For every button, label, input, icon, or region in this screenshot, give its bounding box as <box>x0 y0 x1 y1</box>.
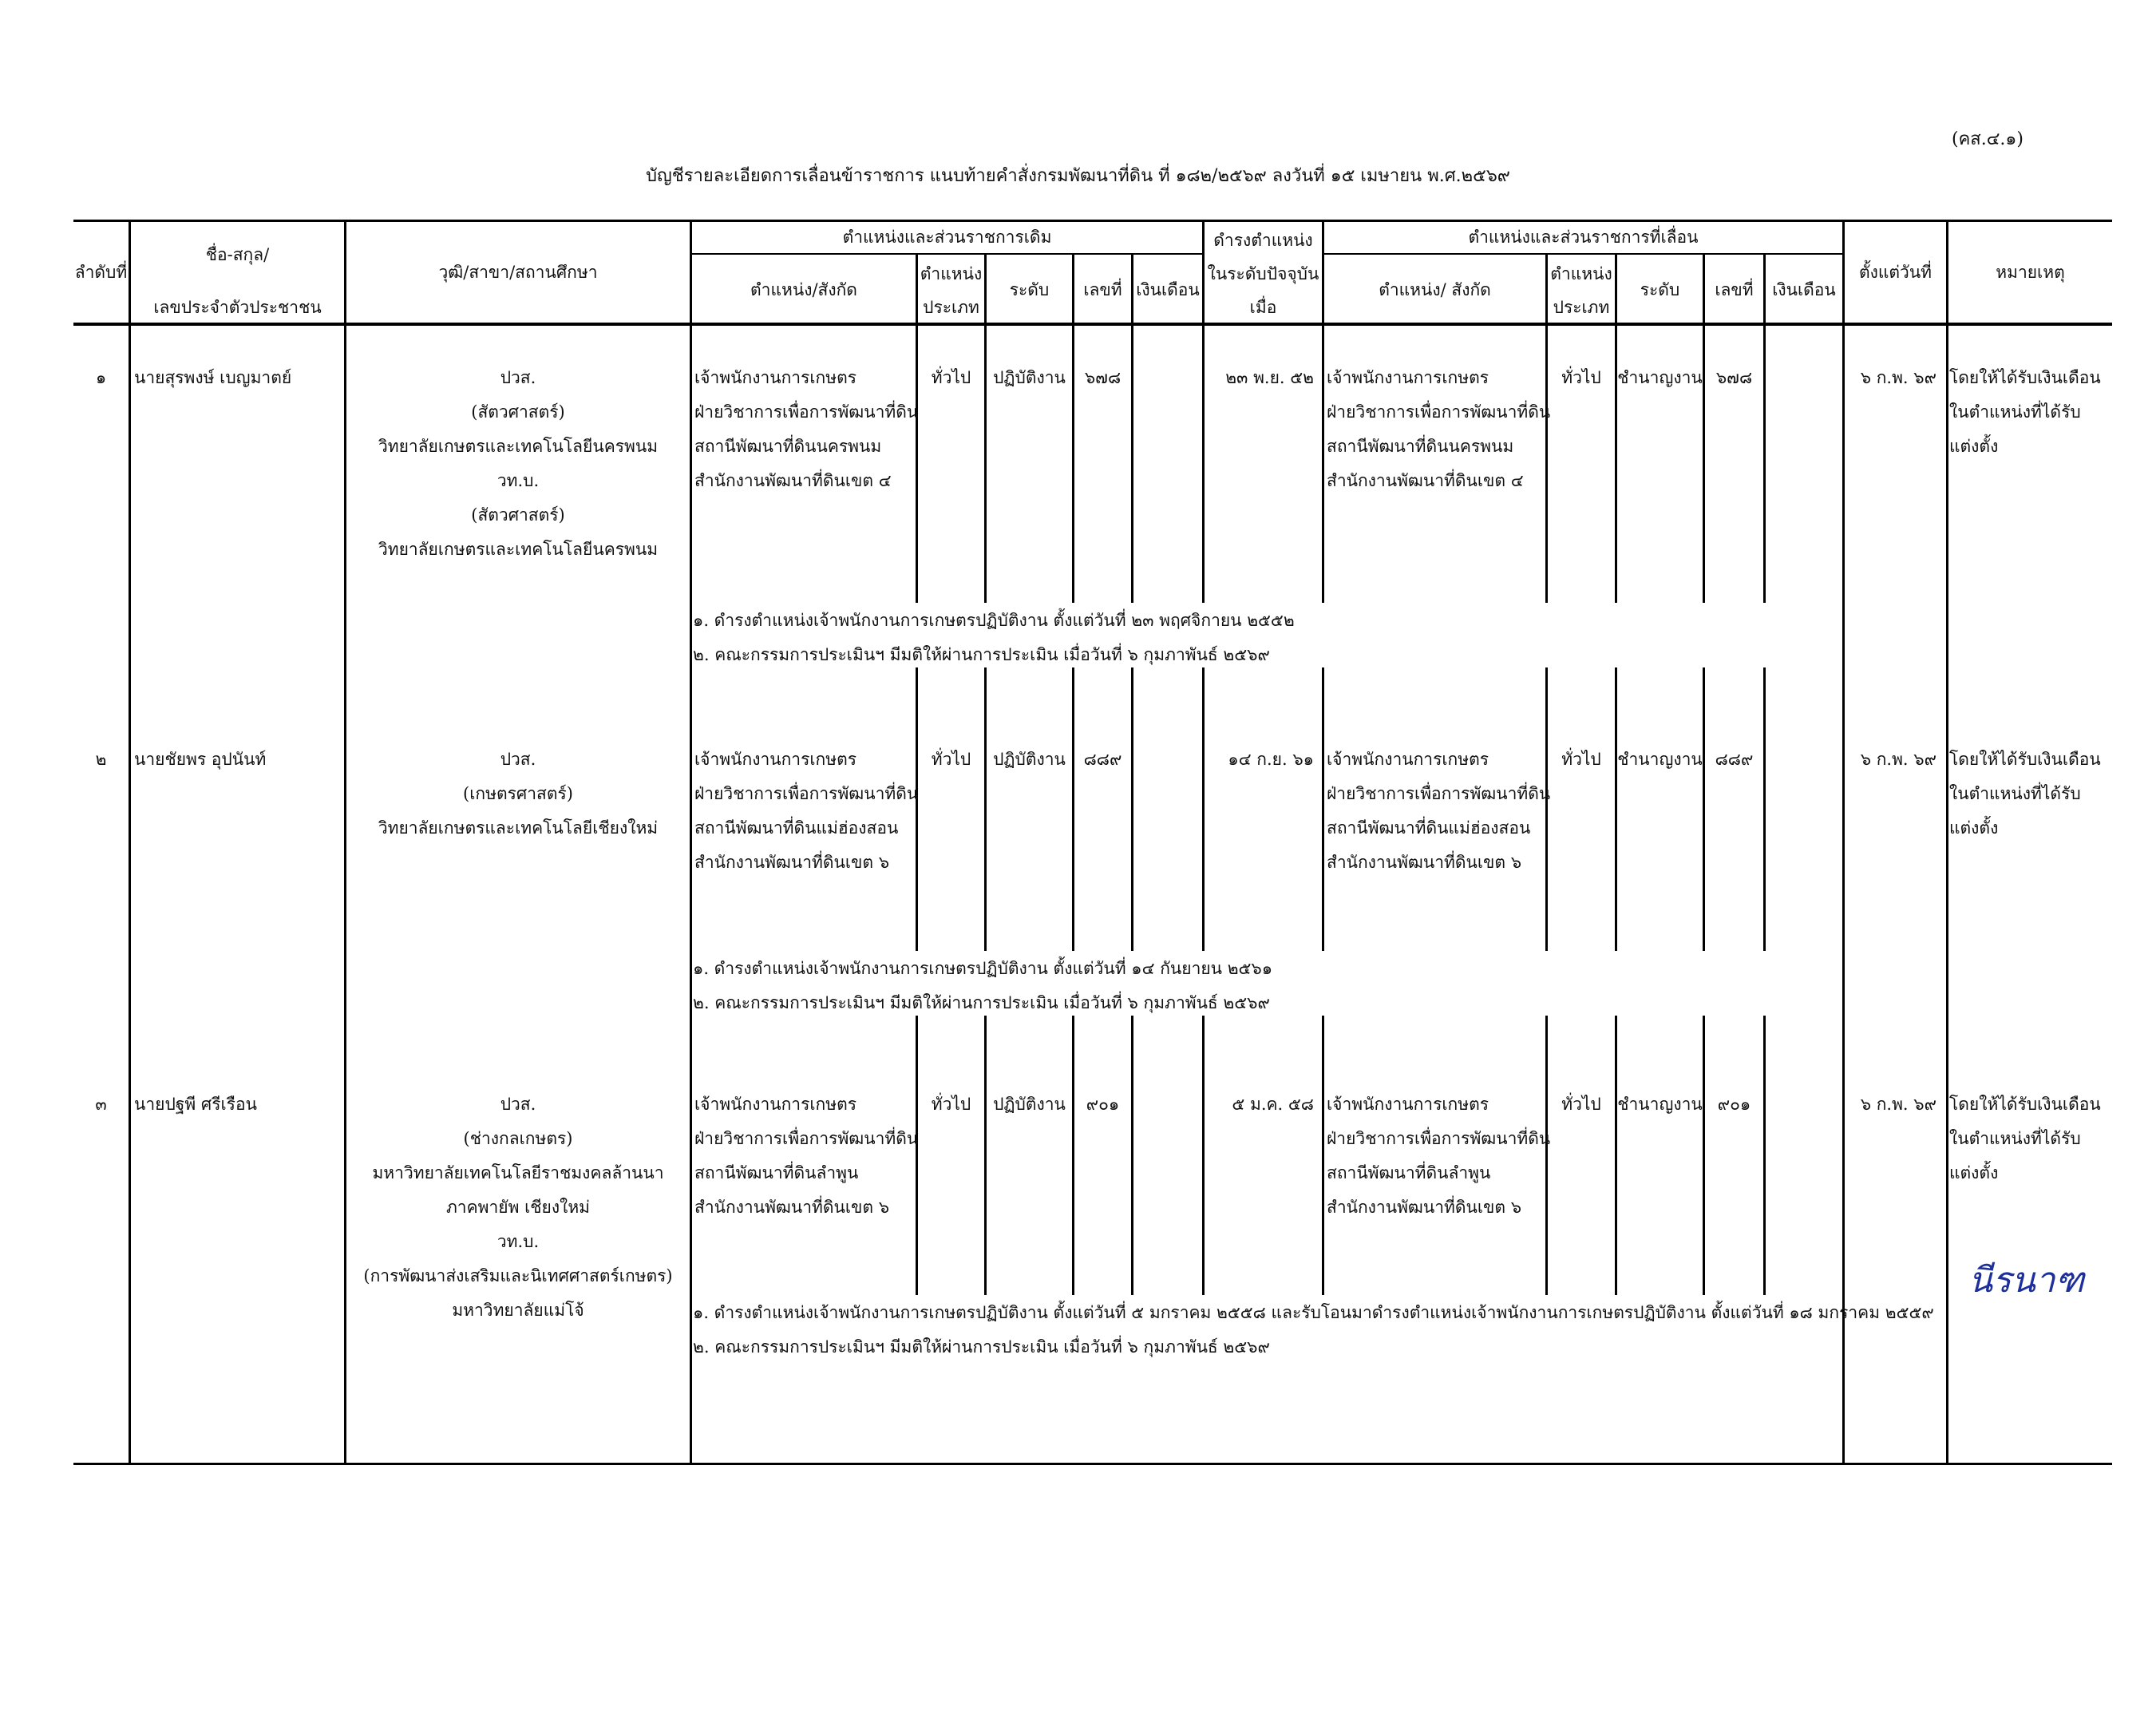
new-position-line: เจ้าพนักงานการเกษตร <box>1327 368 1489 387</box>
new-position-line: ฝ่ายวิชาการเพื่อการพัฒนาที่ดิน <box>1327 402 1551 422</box>
old-position-line: สถานีพัฒนาที่ดินนครพนม <box>694 437 882 456</box>
education-line: วท.บ. <box>496 471 540 490</box>
education-line: (การพัฒนาส่งเสริมและนิเทศศาสตร์เกษตร) <box>363 1266 673 1285</box>
remarks-line: แต่งตั้ง <box>1949 818 1999 838</box>
old-position-line: สำนักงานพัฒนาที่ดินเขต ๖ <box>694 853 890 872</box>
education-line: (สัตวศาสตร์) <box>471 402 565 422</box>
header-old-number: เลขที่ <box>1083 280 1122 299</box>
header-old-position: ตำแหน่ง/สังกัด <box>750 280 857 299</box>
new-level: ชำนาญงาน <box>1617 1095 1703 1114</box>
old-position-line: สำนักงานพัฒนาที่ดินเขต ๖ <box>694 1198 890 1217</box>
old-position-line: สำนักงานพัฒนาที่ดินเขต ๔ <box>694 471 892 490</box>
new-type: ทั่วไป <box>1561 1095 1601 1114</box>
remarks-line: ในตำแหน่งที่ได้รับ <box>1949 784 2081 803</box>
header-new-group: ตำแหน่งและส่วนราชการที่เลื่อน <box>1468 228 1699 247</box>
header-name-line1: ชื่อ-สกุล/ <box>205 245 270 264</box>
remarks-line: แต่งตั้ง <box>1949 437 1999 456</box>
education-line: (เกษตรศาสตร์) <box>463 784 573 803</box>
header-old-type-line1: ตำแหน่ง <box>920 264 983 283</box>
old-number: ๘๘๙ <box>1083 750 1122 769</box>
education-line: มหาวิทยาลัยแม่โจ้ <box>452 1301 584 1320</box>
new-position-line: สำนักงานพัฒนาที่ดินเขต ๖ <box>1327 1198 1522 1217</box>
header-held-line3: เมื่อ <box>1249 298 1277 317</box>
old-type: ทั่วไป <box>931 1095 971 1114</box>
new-position-line: สำนักงานพัฒนาที่ดินเขต ๖ <box>1327 853 1522 872</box>
header-no: ลำดับที่ <box>74 263 128 282</box>
header-new-type-line2: ประเภท <box>1553 298 1610 317</box>
remarks-line: ในตำแหน่งที่ได้รับ <box>1949 1129 2081 1148</box>
old-type: ทั่วไป <box>931 368 971 387</box>
header-new-number: เลขที่ <box>1715 280 1754 299</box>
effective-date: ๖ ก.พ. ๖๙ <box>1860 750 1936 769</box>
remarks-line: แต่งตั้ง <box>1949 1163 1999 1182</box>
row-note: ๒. คณะกรรมการประเมินฯ มีมติให้ผ่านการประเมิน เมื่อวันที่ ๖ กุมภาพันธ์ ๒๕๖๙ <box>693 645 1270 664</box>
header-new-position: ตำแหน่ง/ สังกัด <box>1379 280 1491 299</box>
header-education: วุฒิ/สาขา/สถานศึกษา <box>438 263 598 282</box>
new-level: ชำนาญงาน <box>1617 368 1703 387</box>
held-since: ๕ ม.ค. ๕๘ <box>1232 1095 1314 1114</box>
education-line: วิทยาลัยเกษตรและเทคโนโลยีนครพนม <box>378 437 659 456</box>
header-old-level: ระดับ <box>1009 280 1050 299</box>
old-position-line: เจ้าพนักงานการเกษตร <box>694 1095 857 1114</box>
header-held-line2: ในระดับปัจจุบัน <box>1207 264 1319 283</box>
document-title: บัญชีรายละเอียดการเลื่อนข้าราชการ แนบท้ายคำสั่งกรมพัฒนาที่ดิน ที่ ๑๘๒/๒๕๖๙ ลงวันที่ ๑๕ เมษายน พ.ศ.๒๕๖๙ <box>646 166 1510 186</box>
old-level: ปฏิบัติงาน <box>993 1095 1066 1114</box>
remarks-line: โดยให้ได้รับเงินเดือน <box>1949 368 2101 387</box>
header-new-salary: เงินเดือน <box>1772 280 1836 299</box>
header-old-salary: เงินเดือน <box>1136 280 1200 299</box>
row-no: ๒ <box>95 750 107 769</box>
education-line: ปวส. <box>500 750 536 769</box>
header-since: ตั้งแต่วันที่ <box>1858 263 1932 282</box>
handwritten-signature: นีรนาฑ <box>1968 1260 2085 1301</box>
new-number: ๘๘๙ <box>1715 750 1754 769</box>
old-type: ทั่วไป <box>931 750 971 769</box>
old-position-line: เจ้าพนักงานการเกษตร <box>694 750 857 769</box>
held-since: ๑๔ ก.ย. ๖๑ <box>1228 750 1314 769</box>
remarks-line: โดยให้ได้รับเงินเดือน <box>1949 750 2101 769</box>
old-level: ปฏิบัติงาน <box>993 750 1066 769</box>
education-line: วิทยาลัยเกษตรและเทคโนโลยีนครพนม <box>378 540 659 559</box>
header-new-type-line1: ตำแหน่ง <box>1550 264 1612 283</box>
education-line: มหาวิทยาลัยเทคโนโลยีราชมงคลล้านนา <box>372 1163 664 1182</box>
row-name: นายสุรพงษ์ เบญมาตย์ <box>134 368 292 387</box>
new-position-line: สถานีพัฒนาที่ดินแม่ฮ่องสอน <box>1327 818 1531 838</box>
education-line: วิทยาลัยเกษตรและเทคโนโลยีเชียงใหม่ <box>378 818 659 838</box>
education-line: (ช่างกลเกษตร) <box>463 1129 573 1148</box>
header-remarks: หมายเหตุ <box>1996 263 2065 282</box>
old-position-line: เจ้าพนักงานการเกษตร <box>694 368 857 387</box>
new-position-line: สำนักงานพัฒนาที่ดินเขต ๔ <box>1327 471 1524 490</box>
row-note: ๑. ดำรงตำแหน่งเจ้าพนักงานการเกษตรปฏิบัติงาน ตั้งแต่วันที่ ๕ มกราคม ๒๕๕๘ และรับโอนมาดำรงตำแหน่งเจ้าพนักงานการเกษตรปฏิบัติงาน ตั้งแต่วันที่ ๑๘ มกราคม ๒๕๕๙ <box>693 1303 1934 1322</box>
effective-date: ๖ ก.พ. ๖๙ <box>1860 368 1936 387</box>
new-position-line: สถานีพัฒนาที่ดินนครพนม <box>1327 437 1514 456</box>
row-note: ๒. คณะกรรมการประเมินฯ มีมติให้ผ่านการประเมิน เมื่อวันที่ ๖ กุมภาพันธ์ ๒๕๖๙ <box>693 993 1270 1012</box>
header-old-type-line2: ประเภท <box>923 298 979 317</box>
old-level: ปฏิบัติงาน <box>993 368 1066 387</box>
row-no: ๓ <box>95 1095 107 1114</box>
row-name: นายปฐพี ศรีเรือน <box>134 1095 257 1114</box>
header-name-line2: เลขประจำตัวประชาชน <box>153 298 322 317</box>
education-line: ปวส. <box>500 368 536 387</box>
old-position-line: ฝ่ายวิชาการเพื่อการพัฒนาที่ดิน <box>694 402 919 422</box>
education-line: วท.บ. <box>496 1232 540 1251</box>
remarks-line: โดยให้ได้รับเงินเดือน <box>1949 1095 2101 1114</box>
new-type: ทั่วไป <box>1561 368 1601 387</box>
row-note: ๑. ดำรงตำแหน่งเจ้าพนักงานการเกษตรปฏิบัติงาน ตั้งแต่วันที่ ๒๓ พฤศจิกายน ๒๕๕๒ <box>693 611 1295 630</box>
old-position-line: สถานีพัฒนาที่ดินลำพูน <box>694 1163 859 1182</box>
old-position-line: ฝ่ายวิชาการเพื่อการพัฒนาที่ดิน <box>694 784 919 803</box>
row-note: ๑. ดำรงตำแหน่งเจ้าพนักงานการเกษตรปฏิบัติงาน ตั้งแต่วันที่ ๑๔ กันยายน ๒๕๖๑ <box>693 959 1273 978</box>
header-old-group: ตำแหน่งและส่วนราชการเดิม <box>842 228 1052 247</box>
old-position-line: สถานีพัฒนาที่ดินแม่ฮ่องสอน <box>694 818 899 838</box>
new-number: ๙๐๑ <box>1717 1095 1751 1114</box>
new-position-line: เจ้าพนักงานการเกษตร <box>1327 750 1489 769</box>
old-number: ๙๐๑ <box>1086 1095 1120 1114</box>
education-line: ภาคพายัพ เชียงใหม่ <box>445 1198 591 1217</box>
row-name: นายชัยพร อุปนันท์ <box>134 750 267 769</box>
new-position-line: เจ้าพนักงานการเกษตร <box>1327 1095 1489 1114</box>
effective-date: ๖ ก.พ. ๖๙ <box>1860 1095 1936 1114</box>
header-held-line1: ดำรงตำแหน่ง <box>1213 231 1313 250</box>
new-number: ๖๗๘ <box>1715 368 1753 387</box>
remarks-line: ในตำแหน่งที่ได้รับ <box>1949 402 2081 422</box>
new-position-line: สถานีพัฒนาที่ดินลำพูน <box>1327 1163 1491 1182</box>
new-position-line: ฝ่ายวิชาการเพื่อการพัฒนาที่ดิน <box>1327 1129 1551 1148</box>
row-note: ๒. คณะกรรมการประเมินฯ มีมติให้ผ่านการประเมิน เมื่อวันที่ ๖ กุมภาพันธ์ ๒๕๖๙ <box>693 1337 1270 1357</box>
row-no: ๑ <box>95 368 107 387</box>
education-line: (สัตวศาสตร์) <box>471 505 565 525</box>
new-level: ชำนาญงาน <box>1617 750 1703 769</box>
header-new-level: ระดับ <box>1640 280 1680 299</box>
form-code: (คส.๔.๑) <box>1952 129 2023 149</box>
old-position-line: ฝ่ายวิชาการเพื่อการพัฒนาที่ดิน <box>694 1129 919 1148</box>
old-number: ๖๗๘ <box>1084 368 1122 387</box>
new-position-line: ฝ่ายวิชาการเพื่อการพัฒนาที่ดิน <box>1327 784 1551 803</box>
held-since: ๒๓ พ.ย. ๕๒ <box>1225 368 1314 387</box>
new-type: ทั่วไป <box>1561 750 1601 769</box>
education-line: ปวส. <box>500 1095 536 1114</box>
